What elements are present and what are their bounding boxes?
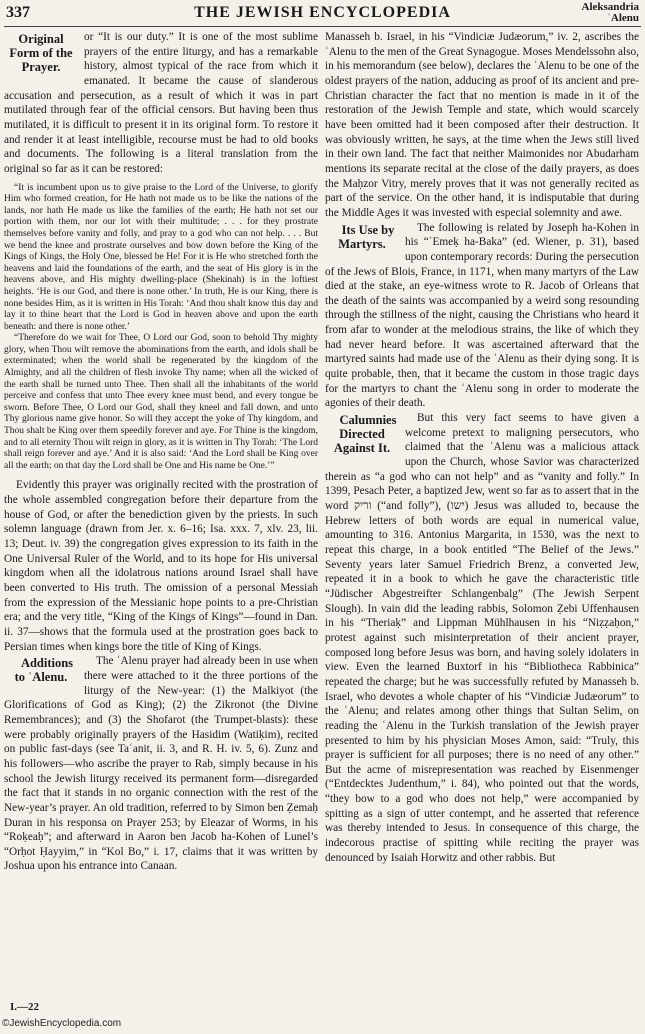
page-title: THE JEWISH ENCYCLOPEDIA	[194, 4, 451, 21]
paragraph-text: But this very fact seems to have given a welcome pretext to maligning persecutors, who claimed that the ʿAlenu was a malicious attack upon the Church, whose Savior was characterized therein as “a god who can not help” and as “vanity and folly.” In 1399, Pesach Peter, a baptized Jew, went so far as to assert that in the word וריק (“and folly”), (ישו) Jesus was alluded to, because the Hebrew letters of both words are equal in numerical value, amounting to 316. Antonius Margarita, in 1530, was the next to repeat this charge, in a book entitled “The Belief of the Jews.” Seventy years later Samuel Friedrich Brenz, a converted Jew, repeated it in a book to which he gave the characteristic title “Jüdischer Abgestreifter Schlangenbalg” (The Jewish Serpent Slough). In vain did the leading rabbis, Solomon Ẓebi Uffenhausen in his “Theriaḳ” and Lippman Mühlhausen in his “Niẓẓaḥon,” protest against such misinterpretation of their ancient prayer, composed long before Jesus was born, and having solely idolaters in view. Even the learned Buxtorf in his “Bibliotheca Rabbinica” repeated the charge; but he was successfully refuted by Manasseh b. Israel, who devotes a whole chapter of his “Vindiciæ Judæorum” to the ʿAlenu; and relates among other things that Sultan Selim, on reading the ʿAlenu in the Turkish translation of the Jewish prayer presented to him by his physician Moses Amon, said: “Truly, this prayer is sufficient for all purposes; there is no need of any other.” But the acme of misrepresentation was reached by Eisenmenger (“Entdecktes Judenthum,” i. 84), who pointed out that the words, “they bow to a god who does not help,” were accompanied by spitting as a sign of utter contempt, and he asserted that reference was thereby intended to Jesus. In consequence of this charge, the indecorous practise of spitting while reciting the prayer was denounced by Isaiah Horwitz and other rabbis. But	[325, 412, 639, 864]
paragraph-text: The following is related by Joseph ha-Kohen in his “ʿEmeḳ ha-Baka” (ed. Wiener, p. 31), based upon contemporary records: During the persecution of the Jews of Blois, France, in 1171, when many martyrs of the Law died at the stake, an eye-witness wrote to R. Jacob of Orleans that the death of the saints was accompanied by a weird song resounding through the stillness of the night, causing the Christians who heard it from afar to wonder at the melodious strains, the like of which they had never heard before. It was ascertained afterward that the martyred saints had made use of the ʿAlenu as their dying song. It is quite probable, then, that it became the custom in those tragic days for the martyrs to chant the ʿAlenu song in order to moderate the agonies of their death.	[325, 221, 639, 410]
paragraph	[4, 30, 318, 177]
guide-word-last: ʿAlenu	[607, 12, 639, 24]
side-heading: Additions to ʿAlenu.	[14, 656, 74, 685]
block-quote	[4, 183, 318, 473]
paragraph-text: or “It is our duty.” It is one of the most sublime prayers of the entire liturgy, and has a remarkable history, almost typical of the race from which it emanated. It became the cause of slanderous accusation and persecution, as a result of which it was in part mutilated through fear of the official censors. But having been thus mutilated, it is difficult to present it in its original form. To restore it and render it at least intelligible, recourse must be had to old books and documents. The following is a literal translation from the original so far as it can be restored:	[4, 31, 318, 175]
left-column	[4, 30, 318, 874]
side-heading: Its Use by Martyrs.	[338, 222, 395, 251]
running-header	[4, 2, 641, 27]
paragraph: Manasseh b. Israel, in his “Vindiciæ Judæorum,” iv. 2, ascribes the ʿAlenu to the men of the Great Synagogue. Moses Mendelssohn also, in his memorandum (see below), declares the ʿAlenu to be one of the oldest prayers of the nation, adducing as proof of its ancient and pre-Christian character the fact that no mention is made in it of the restoration of the Jewish Temple and state, which would scarcely have been omitted had it been composed after their destruction. It was obviously written, he says, at the time when the Jews still lived in their own land. The fact that neither Maimonides nor Abudarham mentions its separate recital at the close of the daily prayers, as does the Maḥzor Vitry, merely proves that it was not generally recited as part of the service. On the other hand, it is indisputable that during the Middle Ages it was invested with especial solemnity and awe.	[325, 31, 639, 219]
quote-paragraph: “Therefore do we wait for Thee, O Lord our God, soon to behold Thy mighty glory, when Thou wilt remove the abominations from the earth, and idols shall be exterminated; when the world shall be regenerated by the kingdom of the Almighty, and all the children of flesh invoke Thy name; when all the wicked of the earth shall be turned unto Thee. Then shall all the inhabitants of the world perceive and confess that unto Thee every knee must bend, and every tongue be sworn. Before Thee, O Lord our God, shall they kneel and fall down, and unto Thy glorious name give honor. So will they accept the yoke of Thy kingdom, and Thou shalt be King over them speedily forever and aye. For Thine is the kingdom, and to all eternity Thou wilt reign in glory, as it is written in Thy Torah: ‘The Lord shall reign forever and aye.’ And it is also said: ‘And the Lord shall be King over all the earth; on that day the Lord shall be One and His name be One.’”	[4, 333, 318, 471]
paragraph	[325, 221, 639, 412]
right-column	[325, 30, 639, 865]
paragraph: Evidently this prayer was originally recited with the prostration of the whole assembled congregation before their departure from the house of God, or after the benediction given by the priests. In such solemn language (drawn from Jer. x. 6–16; Isa. xxx. 7, xlv. 23, lii. 13; Deut. iv. 39) the congregation gives expression to its faith in the One Universal Ruler of the World, and to its hope for His universal kingdom when all the idolatrous nations around Israel shall have been converted to His truth. The omission of a personal Messiah from the expression of the Messianic hope points to a pre-Christian era; and the very title, “King of the Kings of Kings”—found in Dan. ii. 37—shows that the formula used at the prostration goes back to Persian times when kings bore the title of King of Kings.	[4, 479, 318, 653]
paragraph	[4, 654, 318, 874]
paragraph	[325, 411, 639, 865]
guide-word-first: Aleksandria	[581, 1, 639, 13]
side-heading: Calumnies Directed Against It.	[333, 413, 397, 456]
copyright-notice: ©JewishEncyclopedia.com	[2, 1018, 122, 1029]
guide-words	[582, 2, 639, 24]
signature-mark: I.—22	[10, 1001, 40, 1013]
paragraph-text: The ʿAlenu prayer had already been in use when there were attached to it the three portions of the liturgy of the New-year: (1) the Malkiyot (the Glorifications of God as King); (2) the Zikronot (the Divine Remembrances); and (3) the Shofarot (the Trumpet-blasts): these were probably originally prayers of the Hasidim (Watiḳim), recited on public fast-days (see Taʿanit, ii. 3, and R. H. iv. 5, 6). Zunz and his followers—who ascribe the prayer to Rab, simply because in his school the Jewish liturgy received its permanent form—disregarded the fact that it stands in no organic connection with the rest of the New-year’s prayer. An old tradition, referred to by Simon ben Ẓemaḥ Duran in his responsa on Prayer 253; by Eleazar of Worms, in his “Roḳeaḥ”; and afterward in Aaron ben Jacob ha-Kohen of Lunel’s “Orḥot Ḥayyim,” in “Kol Bo,” i. 17, claims that it was written by Joshua upon his entrance into Canaan.	[4, 655, 318, 873]
side-heading: Original Form of the Prayer.	[9, 32, 73, 74]
page-number: 337	[6, 4, 30, 21]
quote-paragraph: “It is incumbent upon us to give praise to the Lord of the Universe, to glorify Him who formed creation, for He hath not made us to be like the nations of the lands, nor hath He made us like the families of the earth; He hath not set our portion with them, nor our lot with their multitude; . . . for they prostrate themselves before vanity and folly, and pray to a god who can not help. . . . But we bend the knee and prostrate ourselves and bow down before the King of the Kings of Kings, the Holy One, blessed be He! For it is He who stretched forth the heavens and laid the foundations of the earth, and the seat of His glory is in the heavens above, and His mighty dwelling-place (Shekinah) is in the loftiest heights. ‘He is our God, and there is none other.’ In truth, He is our King, there is none besides Him, as it is written in His Torah: ‘And thou shalt know this day and lay it to thine heart that the Lord is God in heaven above and upon the earth beneath: and there is none other.’	[4, 182, 318, 332]
